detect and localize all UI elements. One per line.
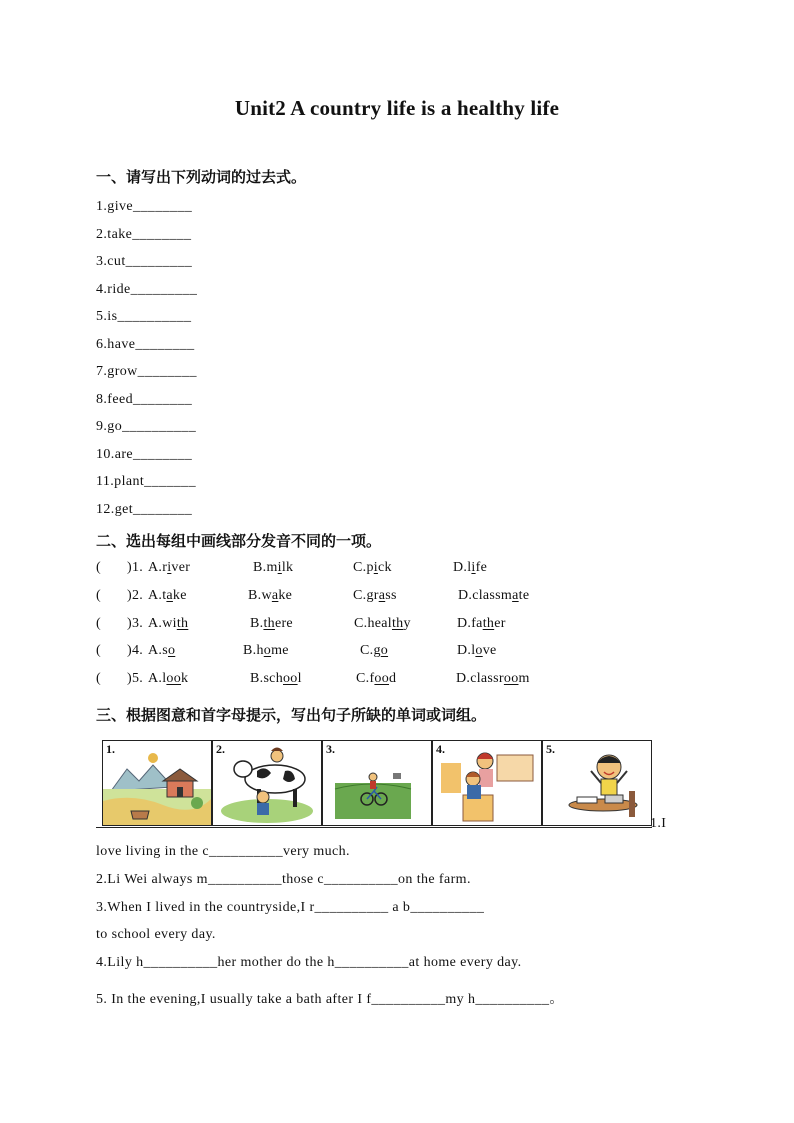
question-number: )4.	[127, 643, 144, 658]
sentence-line: to school every day.	[96, 927, 216, 942]
option-a: A.look	[148, 671, 189, 686]
sentence-start: 1.I	[650, 816, 667, 831]
phonics-row	[96, 643, 596, 663]
housework-illustration	[433, 741, 541, 825]
verb-item: 9.go__________	[96, 419, 197, 434]
answer-paren: (	[96, 560, 101, 575]
option-a: A.so	[148, 643, 176, 658]
option-d: D.classroom	[456, 671, 530, 686]
question-number: )3.	[127, 616, 144, 631]
section3-heading: 三、根据图意和首字母提示，写出句子所缺的单词或词组。	[96, 706, 487, 724]
answer-paren: (	[96, 643, 101, 658]
verb-item: 10.are________	[96, 447, 193, 462]
option-b: B.home	[243, 643, 289, 658]
answer-paren: (	[96, 588, 101, 603]
picture-milking-cows: 2.	[212, 740, 322, 826]
picture-riding-bike: 3.	[322, 740, 432, 826]
phonics-row	[96, 616, 596, 636]
cow-illustration	[213, 741, 321, 825]
section1-heading: 一、请写出下列动词的过去式。	[96, 168, 307, 186]
option-a: A.take	[148, 588, 187, 603]
question-number: )5.	[127, 671, 144, 686]
answer-paren: (	[96, 616, 101, 631]
verb-item: 3.cut_________	[96, 254, 193, 269]
option-a: A.river	[148, 560, 191, 575]
option-c: C.go	[360, 643, 389, 658]
verb-item: 1.give________	[96, 199, 193, 214]
picture-homework: 5.	[542, 740, 652, 826]
option-c: C.pick	[353, 560, 392, 575]
sentence-line: love living in the c__________very much.	[96, 844, 350, 859]
question-number: )2.	[127, 588, 144, 603]
option-b: B.milk	[253, 560, 294, 575]
verb-item: 11.plant_______	[96, 474, 196, 489]
picture-strip	[96, 738, 652, 830]
question-number: )1.	[127, 560, 144, 575]
sentence-line: 2.Li Wei always m__________those c__________on the farm.	[96, 872, 471, 887]
verb-item: 5.is__________	[96, 309, 192, 324]
option-c: C.healthy	[354, 616, 411, 631]
sentence-line: 5. In the evening,I usually take a bath after I f__________my h__________。	[96, 992, 564, 1007]
option-b: B.there	[250, 616, 293, 631]
verb-item: 12.get________	[96, 502, 193, 517]
verb-item: 6.have________	[96, 337, 195, 352]
picture-countryside: 1.	[102, 740, 212, 826]
answer-paren: (	[96, 671, 101, 686]
phonics-row	[96, 671, 596, 691]
homework-illustration	[543, 741, 651, 825]
option-d: D.classmate	[458, 588, 530, 603]
verb-item: 7.grow________	[96, 364, 197, 379]
phonics-row	[96, 560, 596, 580]
option-c: C.food	[356, 671, 397, 686]
option-b: B.wake	[248, 588, 293, 603]
option-d: D.love	[457, 643, 497, 658]
picture-housework: 4.	[432, 740, 542, 826]
phonics-row	[96, 588, 596, 608]
sentence-line: 4.Lily h__________her mother do the h__________at home every day.	[96, 955, 522, 970]
verb-item: 4.ride_________	[96, 282, 198, 297]
option-d: D.life	[453, 560, 488, 575]
option-b: B.school	[250, 671, 302, 686]
option-d: D.father	[457, 616, 506, 631]
page-title: Unit2 A country life is a healthy life	[234, 96, 560, 120]
verb-item: 8.feed________	[96, 392, 193, 407]
section2-heading: 二、选出每组中画线部分发音不同的一项。	[96, 532, 382, 550]
divider	[96, 827, 652, 828]
sentence-line: 3.When I lived in the countryside,I r__________ a b__________	[96, 900, 485, 915]
option-c: C.grass	[353, 588, 397, 603]
option-a: A.with	[148, 616, 189, 631]
countryside-illustration	[103, 741, 211, 825]
verb-item: 2.take________	[96, 227, 192, 242]
bike-illustration	[323, 741, 431, 825]
